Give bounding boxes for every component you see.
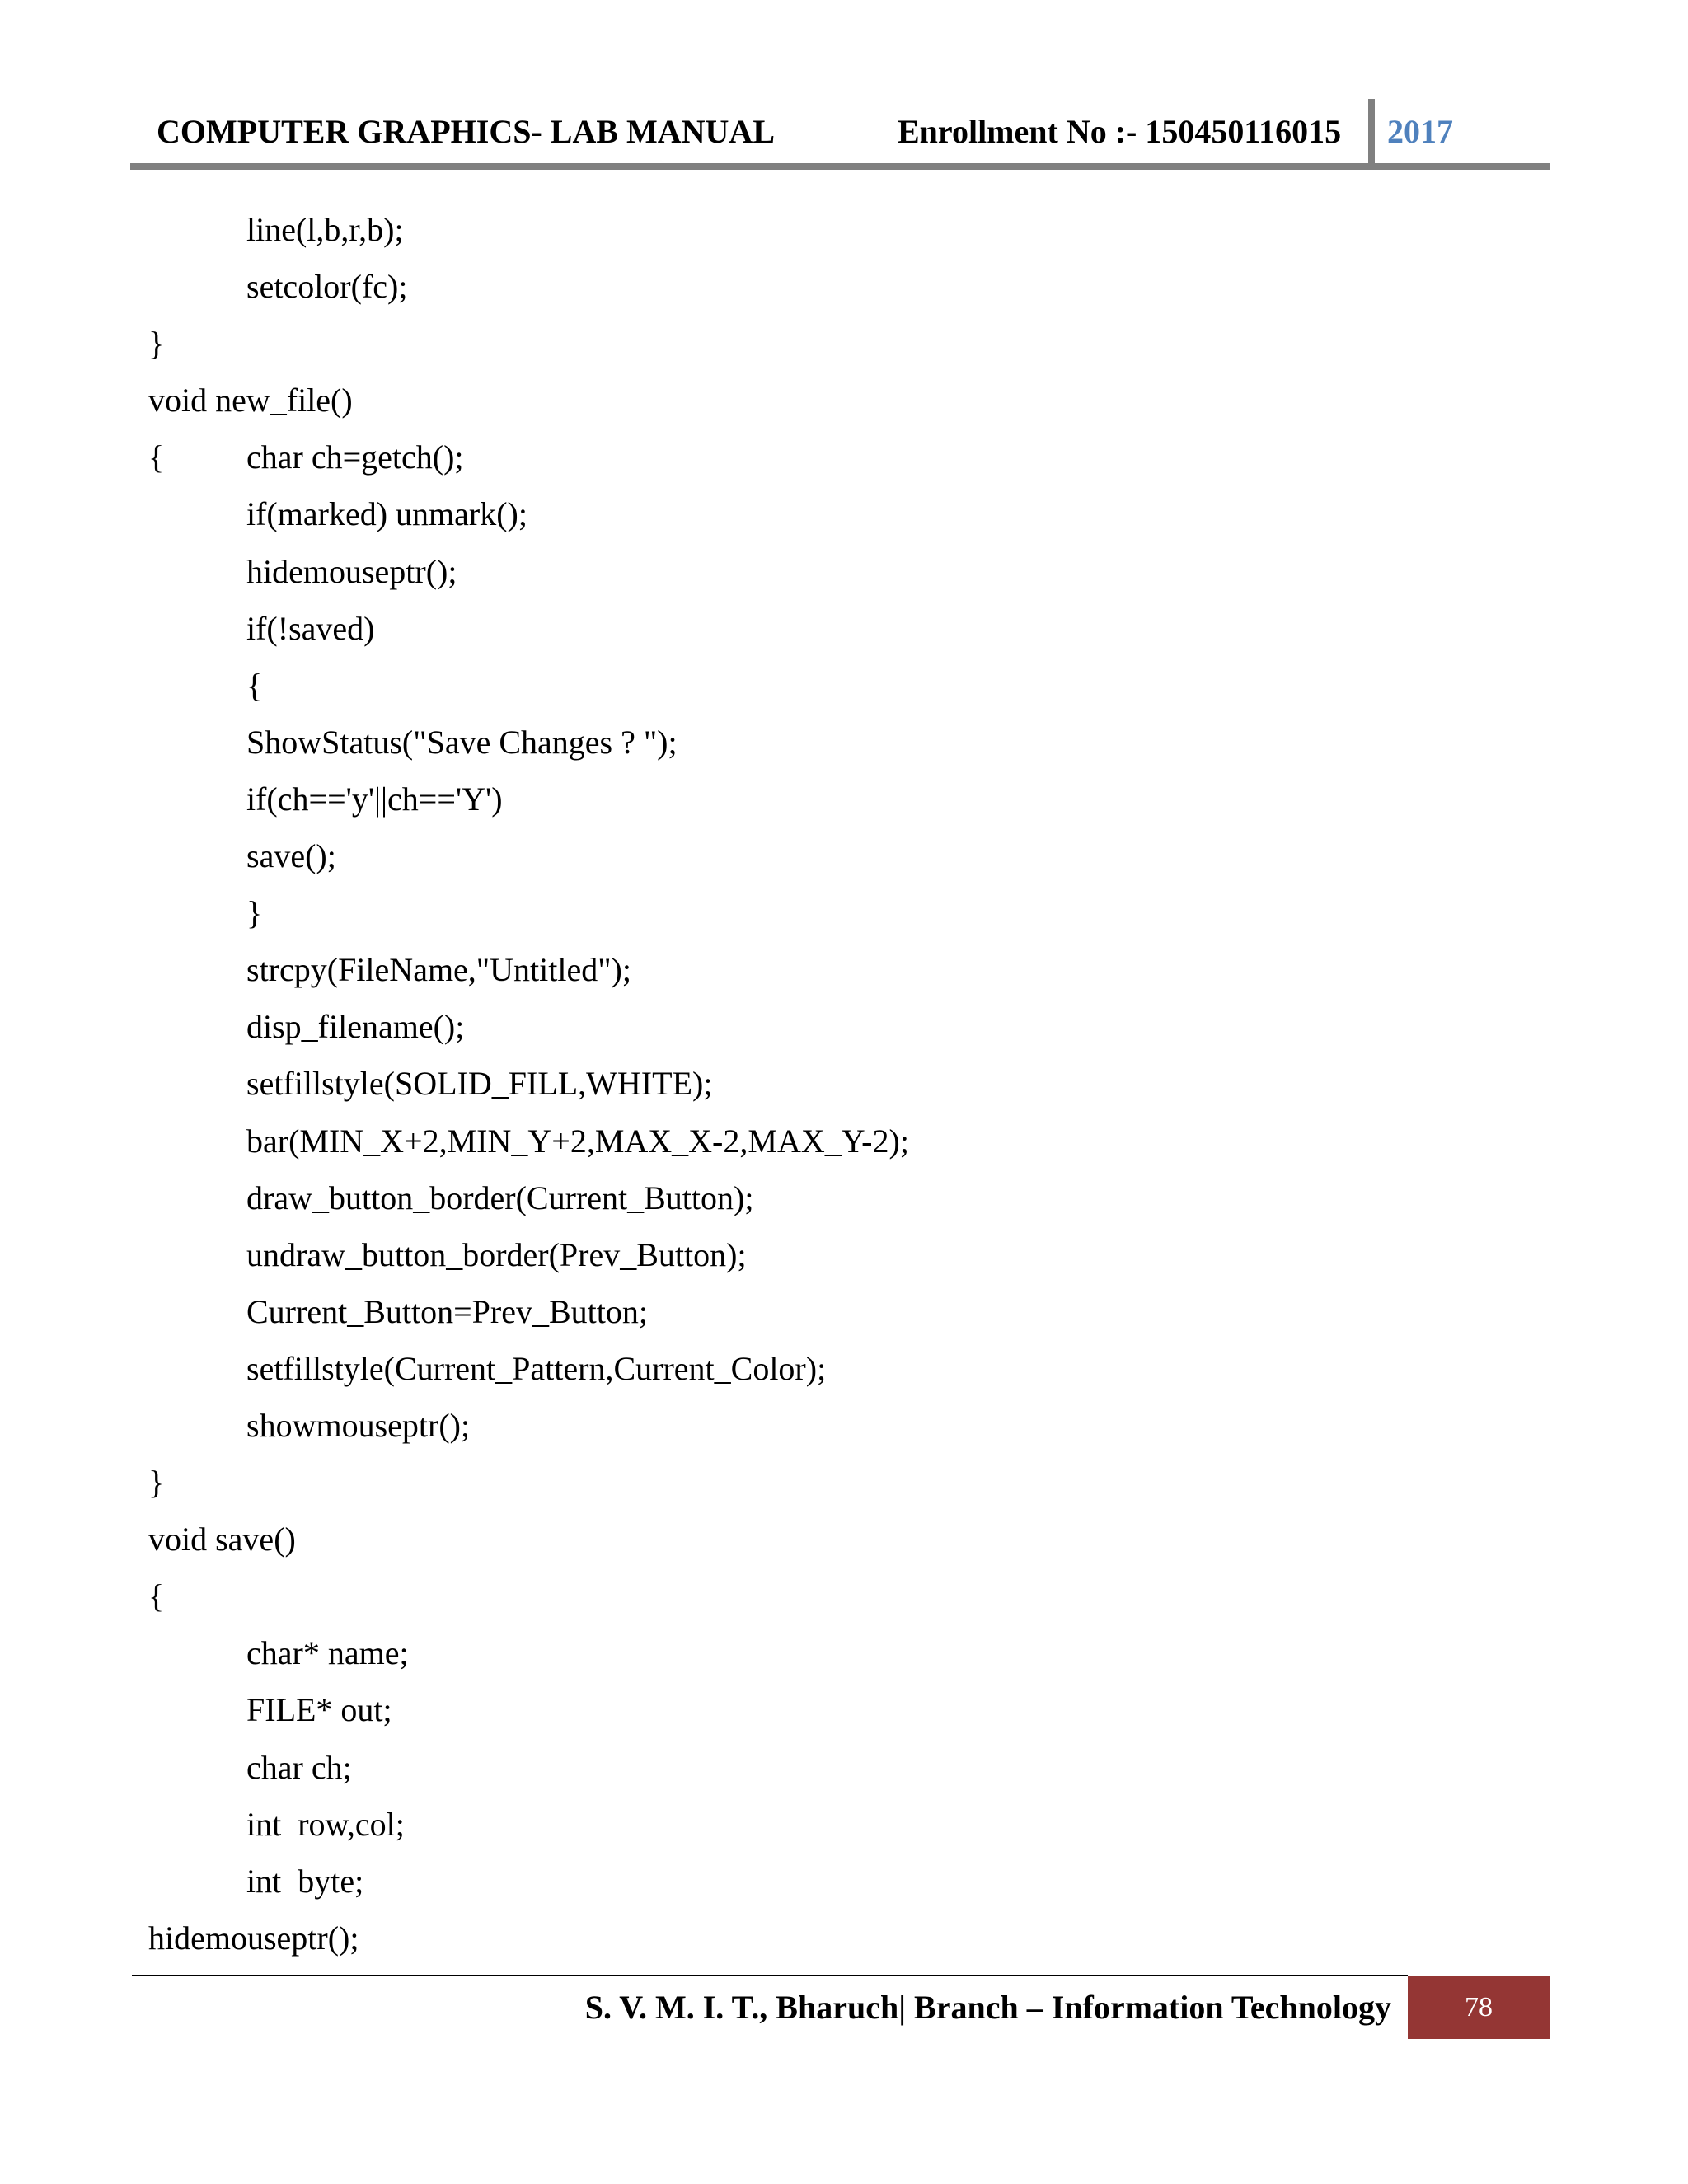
code-statement: if(ch=='y'||ch=='Y') <box>246 780 503 818</box>
code-brace: { <box>148 1577 165 1615</box>
code-statement: } <box>246 894 263 932</box>
code-statement: setfillstyle(Current_Pattern,Current_Color); <box>246 1349 827 1387</box>
code-line <box>148 1283 1550 1340</box>
code-statement: if(marked) unmark(); <box>246 495 528 533</box>
header-rule <box>130 163 1550 170</box>
page-number: 78 <box>1465 1992 1493 2022</box>
code-line <box>148 827 1550 884</box>
code-line <box>148 1169 1550 1226</box>
code-line <box>148 1624 1550 1681</box>
header-enrollment: Enrollment No :- 150450116015 <box>898 113 1342 150</box>
code-statement: strcpy(FileName,"Untitled"); <box>246 951 631 989</box>
code-brace: } <box>148 1464 165 1502</box>
code-line <box>148 1910 1550 1966</box>
code-statement: bar(MIN_X+2,MIN_Y+2,MAX_X-2,MAX_Y-2); <box>246 1122 909 1160</box>
code-brace: } <box>148 325 165 363</box>
code-line <box>148 543 1550 600</box>
code-line <box>148 1511 1550 1568</box>
code-line <box>148 429 1550 485</box>
code-line <box>148 884 1550 941</box>
code-line <box>148 1397 1550 1454</box>
code-line <box>148 1055 1550 1112</box>
footer-rule <box>132 1975 1408 1976</box>
code-line <box>148 657 1550 714</box>
code-statement: ShowStatus("Save Changes ? "); <box>246 723 678 761</box>
code-line <box>148 1739 1550 1796</box>
code-listing <box>148 201 1550 1966</box>
code-line <box>148 1796 1550 1853</box>
code-line <box>148 201 1550 258</box>
code-line <box>148 1454 1550 1511</box>
code-statement: void save() <box>148 1521 296 1558</box>
code-line <box>148 771 1550 827</box>
code-statement: { <box>246 666 263 704</box>
code-line <box>148 485 1550 542</box>
code-statement: char ch=getch(); <box>246 438 464 476</box>
code-statement: disp_filename(); <box>246 1008 465 1046</box>
header-year: 2017 <box>1387 113 1453 150</box>
code-statement: hidemouseptr(); <box>246 552 457 590</box>
code-line <box>148 941 1550 998</box>
code-line <box>148 315 1550 372</box>
code-statement: hidemouseptr(); <box>148 1919 359 1957</box>
header-title: COMPUTER GRAPHICS- LAB MANUAL <box>157 113 775 150</box>
code-line <box>148 998 1550 1055</box>
code-statement: char ch; <box>246 1748 352 1786</box>
code-statement: void new_file() <box>148 382 353 419</box>
code-line <box>148 1853 1550 1910</box>
code-statement: char* name; <box>246 1634 409 1672</box>
code-brace: { <box>148 438 165 476</box>
code-statement: showmouseptr(); <box>246 1406 471 1444</box>
footer-institute: S. V. M. I. T., Bharuch| Branch – Information Technology <box>584 1989 1391 2026</box>
page-header <box>130 0 1550 173</box>
code-line <box>148 1113 1550 1169</box>
code-line <box>148 258 1550 315</box>
code-statement: if(!saved) <box>246 609 375 647</box>
header-divider <box>1368 99 1375 166</box>
code-statement: int row,col; <box>246 1805 405 1843</box>
code-line <box>148 714 1550 771</box>
code-line <box>148 1568 1550 1624</box>
code-statement: setcolor(fc); <box>246 268 408 306</box>
code-line <box>148 1340 1550 1397</box>
code-statement: Current_Button=Prev_Button; <box>246 1292 648 1330</box>
code-statement: setfillstyle(SOLID_FILL,WHITE); <box>246 1065 713 1103</box>
code-line <box>148 1681 1550 1738</box>
code-statement: line(l,b,r,b); <box>246 211 404 248</box>
code-statement: FILE* out; <box>246 1691 392 1729</box>
code-statement: undraw_button_border(Prev_Button); <box>246 1235 747 1273</box>
code-statement: int byte; <box>246 1862 364 1900</box>
code-statement: save(); <box>246 837 336 875</box>
code-line <box>148 1226 1550 1283</box>
code-statement: draw_button_border(Current_Button); <box>246 1179 754 1216</box>
page-number-box <box>1408 1976 1550 2039</box>
code-line <box>148 600 1550 657</box>
code-line <box>148 372 1550 429</box>
